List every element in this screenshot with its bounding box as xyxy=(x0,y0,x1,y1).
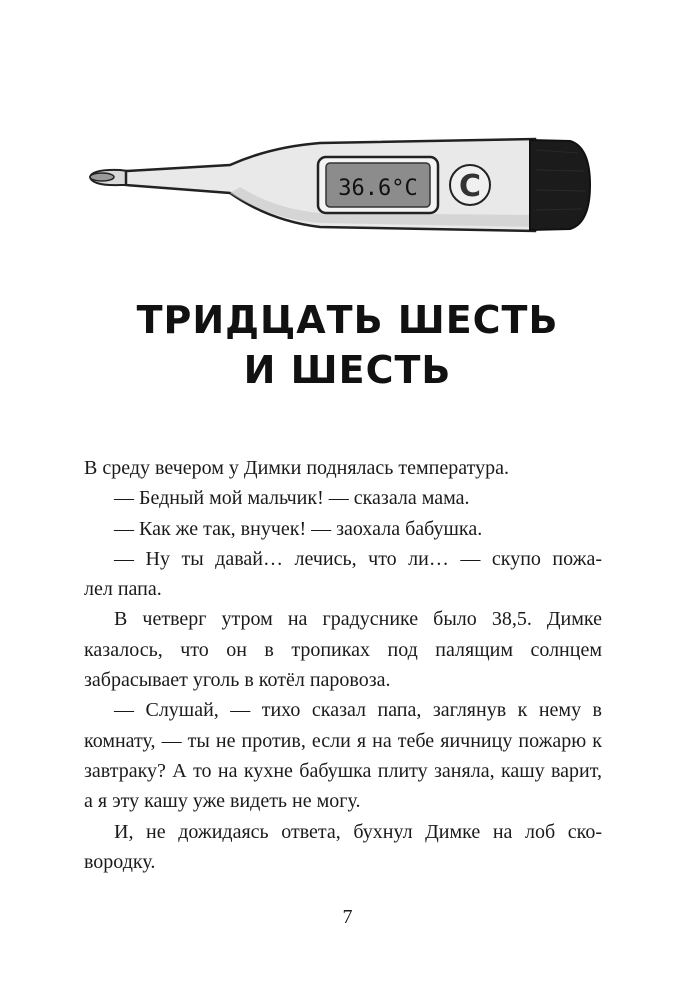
chapter-title-line-2: И ШЕСТЬ xyxy=(243,348,452,392)
paragraph-line: вородку. xyxy=(84,850,156,873)
thermometer-unit-button: C xyxy=(458,169,482,204)
paragraph: В четверг утром на градуснике было 38,5. Димке казалось, что он в тропиках под палящим солнцем забрасывает уголь в котёл паровоза. xyxy=(84,608,602,692)
paragraph-line: И, не дожидаясь ответа, бухнул Димке на лоб ско- xyxy=(114,820,602,843)
paragraph: В среду вечером у Димки поднялась температура. xyxy=(84,457,509,479)
paragraph: — Как же так, внучек! — заохала бабушка. xyxy=(114,517,483,540)
chapter-title-line-1: ТРИДЦАТЬ ШЕСТЬ xyxy=(136,298,559,342)
page-number: 7 xyxy=(342,906,353,928)
thermometer-icon xyxy=(80,135,600,245)
thermometer-display-text: 36.6°C xyxy=(338,176,418,201)
paragraph-line: лел папа. xyxy=(84,578,162,601)
chapter-title xyxy=(0,295,695,395)
paragraph xyxy=(84,817,602,878)
paragraph: — Слушай, — тихо сказал папа, заглянув к нему в комнату, — ты не против, если я на тебе яичницу пожарю к завтраку? А то на кухне бабушка плиту заняла, кашу варит, а я эту кашу уже видеть не могу. xyxy=(84,699,602,813)
body-text xyxy=(84,453,602,877)
paragraph xyxy=(84,544,602,605)
paragraph-line: — Ну ты давай… лечись, что ли… — скупо пожа- xyxy=(114,547,602,570)
paragraph: — Бедный мой мальчик! — сказала мама. xyxy=(114,487,470,510)
